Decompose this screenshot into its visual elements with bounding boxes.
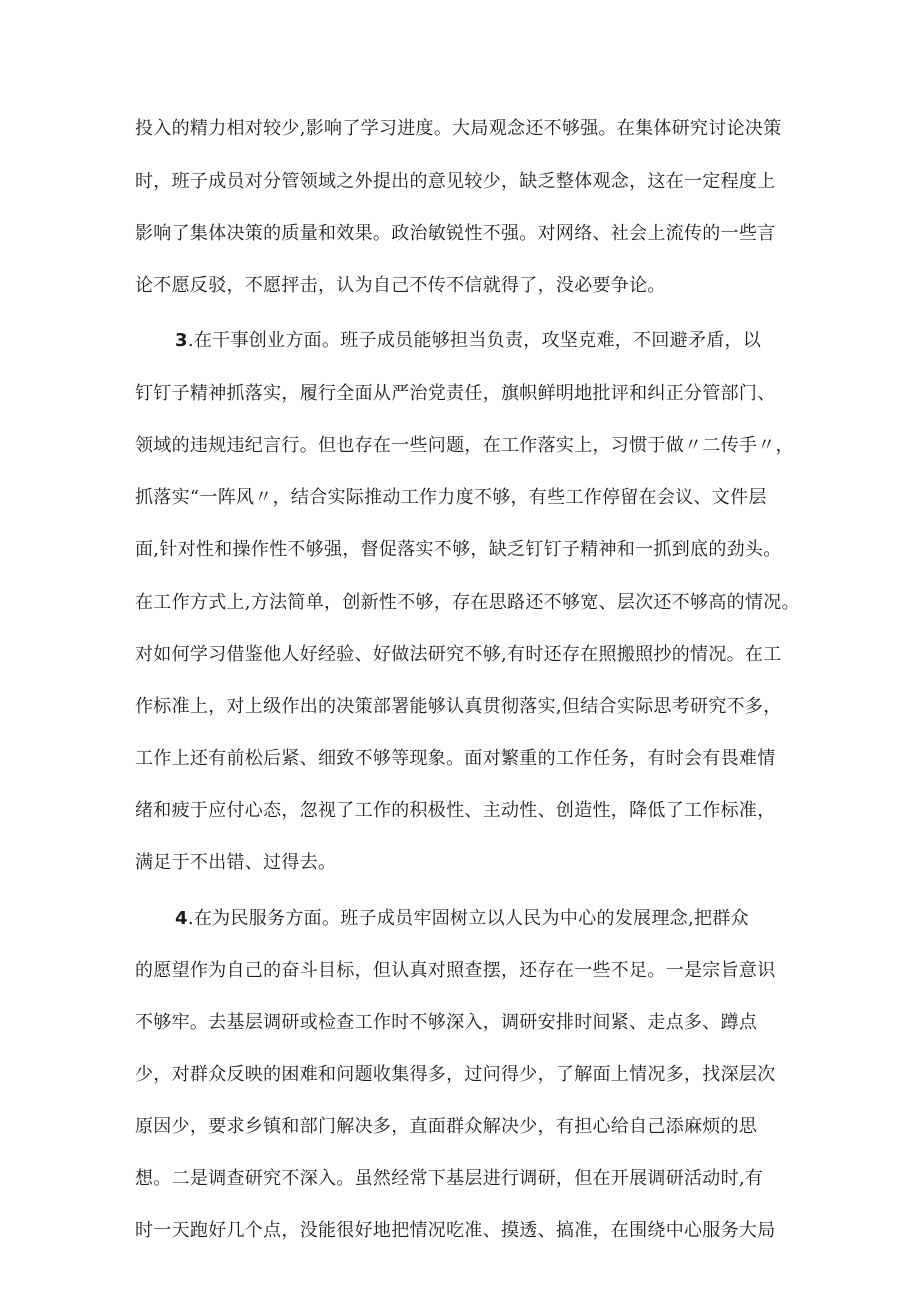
text-line: 时，班子成员对分管领域之外提出的意见较少，缺乏整体观念，这在一定程度上 bbox=[135, 171, 776, 192]
section-heading-text: .在为民服务方面。班子成员牢固树立以人民为中心的发展理念,把群众 bbox=[187, 908, 749, 929]
text-line: 的愿望作为自己的奋斗目标，但认真对照查摆，还存在一些不足。一是宗旨意识 bbox=[135, 960, 776, 981]
text-line: 抓落实“一阵风〃，结合实际推动工作力度不够，有些工作停留在会议、文件层 bbox=[135, 487, 767, 508]
section-number: 4 bbox=[175, 908, 188, 929]
text-line: 时一天跑好几个点，没能很好地把情况吃准、摸透、搞准，在围绕中心服务大局 bbox=[135, 1220, 776, 1241]
text-line: 对如何学习借鉴他人好经验、好做法研究不够,有时还存在照搬照抄的情况。在工 bbox=[135, 644, 782, 665]
text-line: 满足于不出错、过得去。 bbox=[135, 852, 337, 873]
section-heading-text: .在干事创业方面。班子成员能够担当负责，攻坚克难，不回避矛盾，以 bbox=[187, 330, 762, 351]
text-line: 原因少，要求乡镇和部门解决多，直面群众解决少，有担心给自己添麻烦的思 bbox=[135, 1116, 758, 1137]
text-line: 影响了集体决策的质量和效果。政治敏锐性不强。对网络、社会上流传的一些言 bbox=[135, 223, 776, 244]
section-number: 3 bbox=[175, 330, 188, 351]
text-line: 作标准上，对上级作出的决策部署能够认真贯彻落实,但结合实际思考研究不多， bbox=[135, 696, 782, 717]
text-line: 钉钉子精神抓落实，履行全面从严治党责任，旗帜鲜明地批评和纠正分管部门、 bbox=[135, 383, 776, 404]
text-line: 领域的违规违纪言行。但也存在一些问题，在工作落实上，习惯于做〃二传手〃， bbox=[135, 435, 794, 456]
text-line bbox=[175, 330, 761, 352]
text-line: 在工作方式上,方法简单，创新性不够，存在思路还不够宽、层次还不够高的情况。 bbox=[135, 592, 800, 613]
text-line: 工作上还有前松后紧、细致不够等现象。面对繁重的工作任务，有时会有畏难情 bbox=[135, 748, 776, 769]
text-line: 想。二是调查研究不深入。虽然经常下基层进行调研，但在开展调研活动时,有 bbox=[135, 1168, 764, 1189]
text-line: 面,针对性和操作性不够强，督促落实不够，缺乏钉钉子精神和一抓到底的劲头。 bbox=[135, 539, 782, 560]
text-line bbox=[175, 908, 749, 930]
text-line: 少，对群众反映的困难和问题收集得多，过问得少，了解面上情况多，找深层次 bbox=[135, 1064, 776, 1085]
text-line: 不够牢。去基层调研或检查工作时不够深入，调研安排时间紧、走点多、蹲点 bbox=[135, 1012, 758, 1033]
text-line: 投入的精力相对较少,影响了学习进度。大局观念还不够强。在集体研究讨论决策 bbox=[135, 118, 782, 139]
text-line: 绪和疲于应付心态，忽视了工作的积极性、主动性、创造性，降低了工作标准， bbox=[135, 800, 776, 821]
text-line: 论不愿反驳，不愿抨击，认为自己不传不信就得了，没必要争论。 bbox=[135, 275, 666, 296]
